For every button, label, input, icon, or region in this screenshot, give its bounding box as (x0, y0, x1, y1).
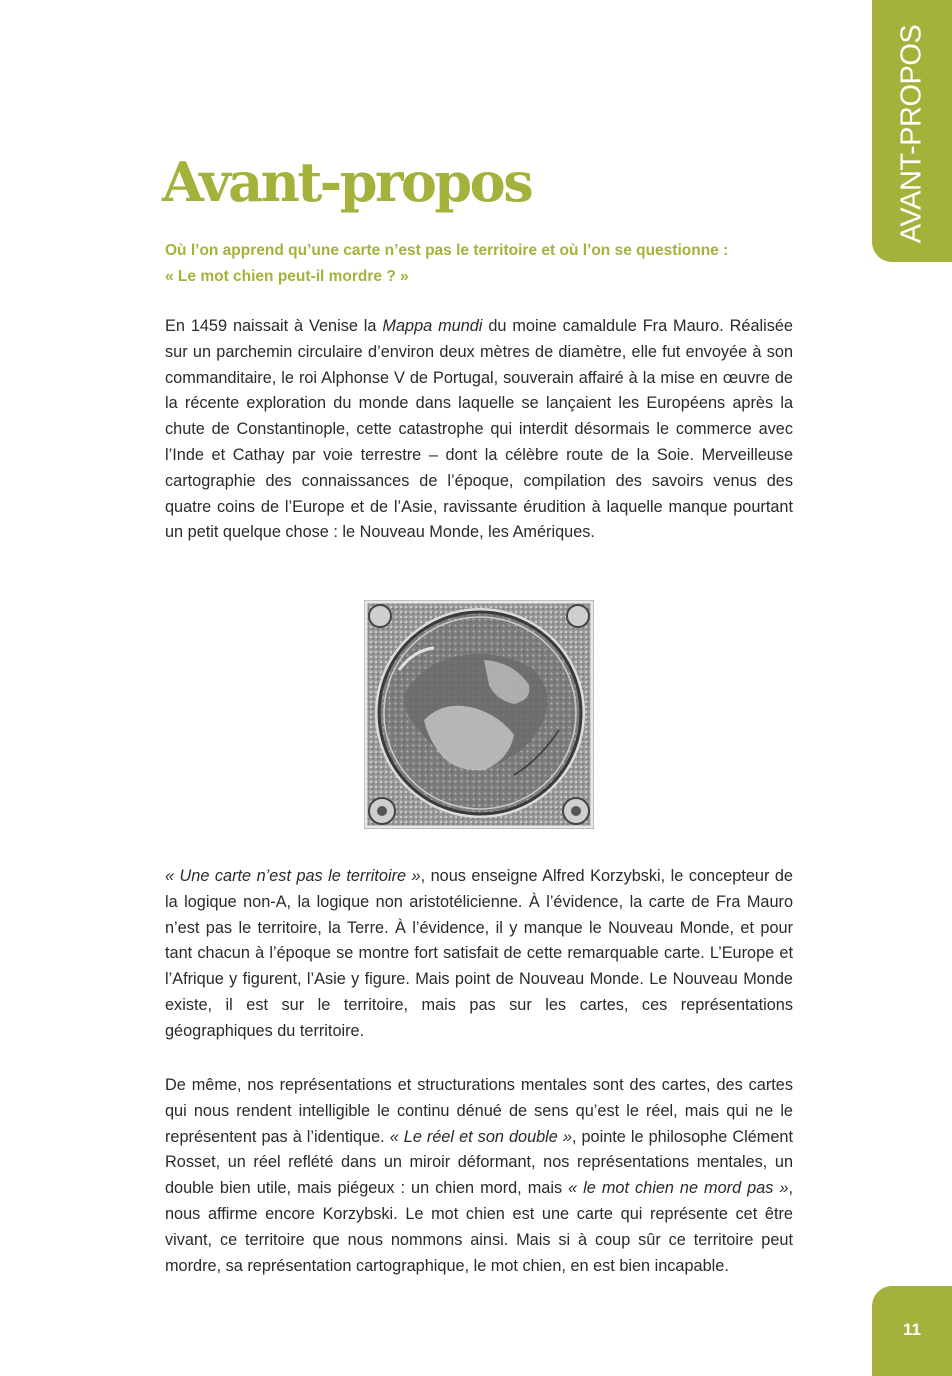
paragraph-3-text-a: De même, nos représentations et structurations mentales sont des cartes, des cartes qui nous rendent intelligible le continu dénué de sens qu’est le réel, mais qui ne le représentent pas à l’identique. (165, 1076, 793, 1146)
paragraph-2-text: , nous enseigne Alfred Korzybski, le concepteur de la logique non-A, la logique non aristotélicienne. À l’évidence, la carte de Fra Mauro n’est pas le territoire, la Terre. À l’évidence, il y manque le Nouveau Monde, et pour tant chacun à l’époque se montre fort satisfait de cette remarquable carte. L’Europe et l’Afrique y figurent, l’Asie y figure. Mais point de Nouveau Monde. Le Nouveau Monde existe, il est sur le territoire, mais pas sur les cartes, ces représentations géographiques du territoire. (165, 867, 793, 1040)
chapter-subtitle (165, 238, 793, 290)
subtitle-line-2: « Le mot chien peut-il mordre ? » (165, 268, 409, 285)
paragraph-2-quote: « Une carte n’est pas le territoire » (165, 867, 421, 885)
paragraph-1-italic-title: Mappa mundi (382, 317, 483, 335)
paragraph-3-quote-2: « le mot chien ne mord pas » (568, 1179, 789, 1198)
paragraph-3 (165, 1073, 793, 1279)
paragraph-1-text-a: En 1459 naissait à Venise la (165, 317, 383, 335)
paragraph-2 (165, 864, 793, 1045)
page-title: Avant-propos (162, 150, 532, 214)
page-number-tab (872, 1286, 952, 1376)
paragraph-3-text-e: , nous affirme encore Korzybski. Le mot chien est une carte qui représente cet être vivant, ce territoire que nous nommons ainsi. Mais si à coup sûr ce territoire peut mordre, sa représentation cartographique, le mot chien, en est bien incapable. (165, 1179, 793, 1275)
chapter-side-tab (872, 0, 952, 262)
subtitle-line-1: Où l’on apprend qu’une carte n’est pas le territoire et où l’on se questionne : (165, 242, 729, 259)
paragraph-1-text-c: du moine camaldule Fra Mauro. Réalisée sur un parchemin circulaire d’environ deux mètres de diamètre, elle fut envoyée à son commanditaire, le roi Alphonse V de Portugal, souverain affairé à la mise en œuvre de la récente exploration du monde dans laquelle se lançaient les Européens après la chute de Constantinople, cette catastrophe qui interdit désormais le commerce avec l’Inde et Cathay par voie terrestre – dont la célèbre route de la Soie. Merveilleuse cartographie des connaissances de l’époque, compilation des savoirs venus des quatre coins de l’Europe et de l’Asie, ravissante érudition à laquelle manque pourtant un petit quelque chose : le Nouveau Monde, les Amériques. (165, 317, 793, 542)
paragraph-1 (165, 314, 793, 546)
mappa-mundi-illustration (364, 600, 594, 829)
page-number: 11 (903, 1320, 921, 1339)
paragraph-3-quote-1: « Le réel et son double » (389, 1127, 572, 1146)
mappa-mundi-image (364, 600, 594, 829)
chapter-tab-label: AVANT-PROPOS (895, 24, 928, 244)
paragraph-3-text-c: , pointe le philosophe Clément Rosset, un réel reflété dans un miroir déformant, nos représentations mentales, un double bien utile, mais piégeux : un chien mord, mais (165, 1127, 793, 1198)
